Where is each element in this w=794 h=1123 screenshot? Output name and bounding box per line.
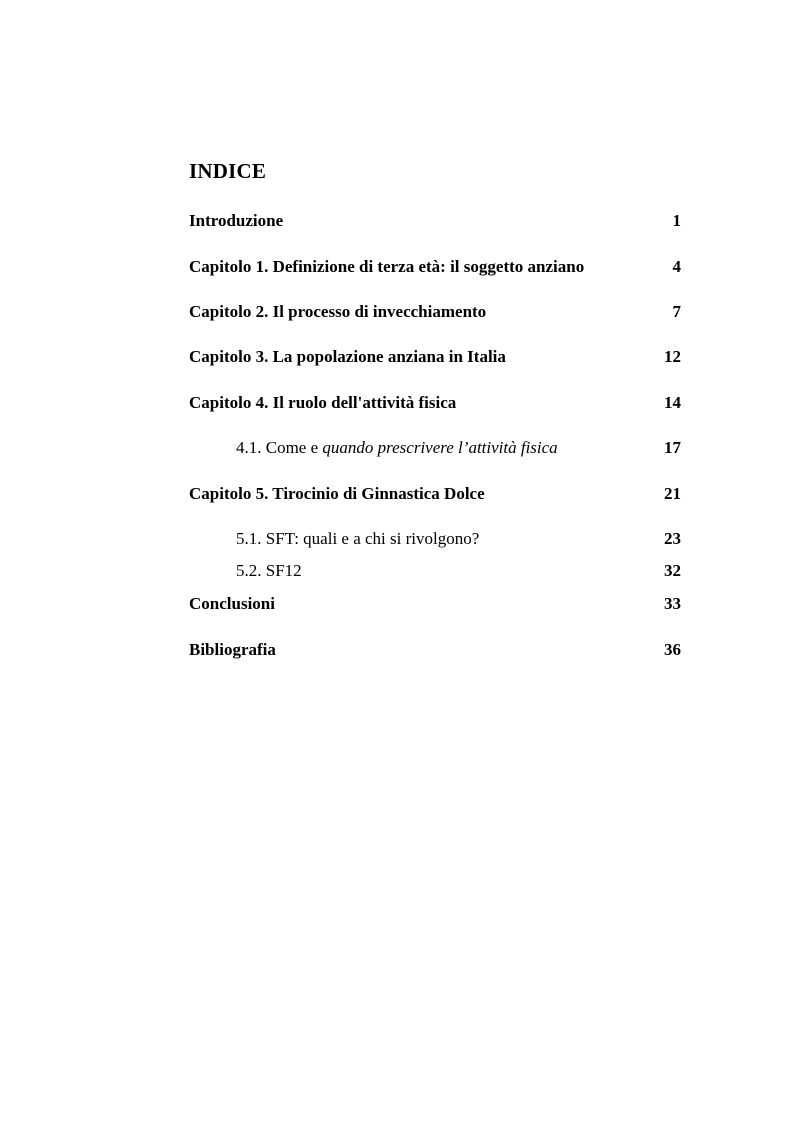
toc-entry-label: Conclusioni [189,594,275,613]
toc-entry-conclusioni[interactable] [189,592,681,616]
toc-entry-label: Introduzione [189,211,284,230]
toc-entry-label: Bibliografia [189,640,276,659]
toc-entry-capitolo-3[interactable] [189,345,681,369]
toc-entry-section-4-1[interactable] [189,436,681,460]
toc-entry-introduzione[interactable] [189,209,681,233]
toc-entry-label: Capitolo 1. Definizione di terza età: il soggetto anziano [189,257,585,276]
toc-entry-capitolo-1[interactable] [189,255,681,279]
toc-entry-page: 4 [672,257,681,276]
toc-entry-page: 32 [664,561,681,580]
toc-entry-section-5-2[interactable] [189,559,681,583]
toc-entry-section-5-1[interactable] [189,527,681,551]
toc-entry-page: 33 [664,594,681,613]
toc-entry-page: 12 [664,347,681,366]
toc-entry-page: 23 [664,529,681,548]
toc-entry-capitolo-5[interactable] [189,482,681,506]
toc-entry-page: 21 [664,484,681,503]
toc-entry-page: 17 [664,438,681,457]
toc-entry-label: Capitolo 3. La popolazione anziana in Italia [189,347,506,366]
toc-entry-page: 1 [672,211,681,230]
page-title: INDICE [189,159,267,183]
toc-entry-bibliografia[interactable] [189,638,681,662]
toc-entry-page: 7 [672,302,681,321]
toc-entry-page: 14 [664,393,681,412]
toc-entry-label: 5.1. SFT: quali e a chi si rivolgono? [236,529,480,548]
toc-entry-label: Capitolo 5. Tirocinio di Ginnastica Dolce [189,484,485,503]
toc-entry-label-plain: 4.1. Come e [236,438,323,457]
toc-entry-label: Capitolo 4. Il ruolo dell'attività fisica [189,393,457,412]
toc-entry-label [236,436,558,460]
toc-entry-label: Capitolo 2. Il processo di invecchiamento [189,302,487,321]
toc-entry-capitolo-2[interactable] [189,300,681,324]
toc-entry-label: 5.2. SF12 [236,561,302,580]
toc-entry-page: 36 [664,640,681,659]
toc-entry-label-italic: quando prescrivere l’attività fisica [322,438,558,457]
toc-entry-capitolo-4[interactable] [189,391,681,415]
